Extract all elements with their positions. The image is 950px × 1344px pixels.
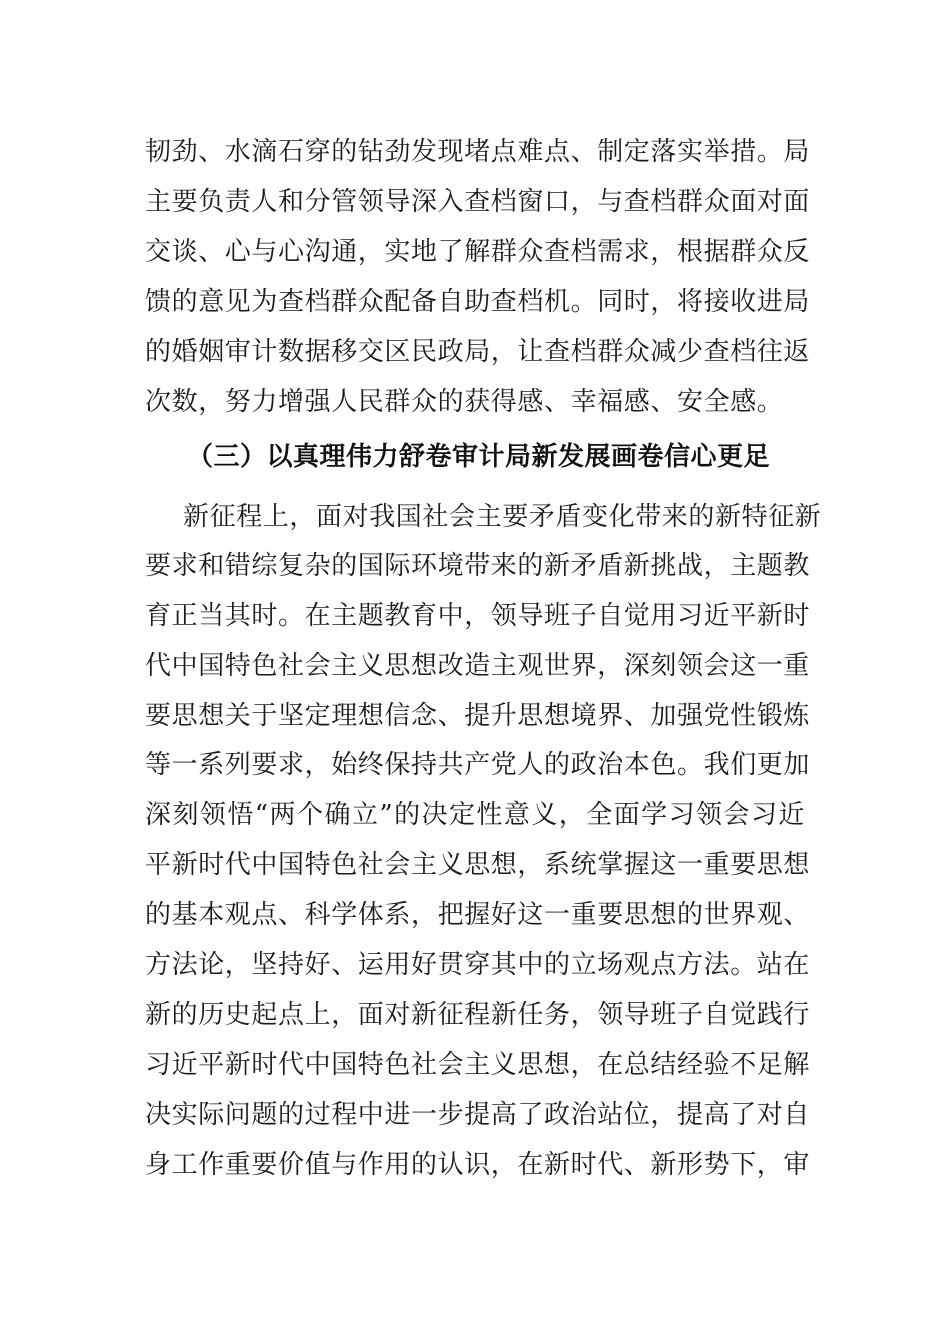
paragraph-2-line-13: 决实际问题的过程中进一步提高了政治站位，提高了对自 (145, 1100, 811, 1130)
paragraph-1-line-1: 韧劲、水滴石穿的钻劲发现堵点难点、制定落实举措。局 (145, 137, 811, 167)
paragraph-1-line-4: 馈的意见为查档群众配备自助查档机。同时，将接收进局 (145, 287, 811, 317)
paragraph-2-line-1: 新征程上，面对我国社会主要矛盾变化带来的新特征新 (183, 502, 822, 532)
paragraph-2-line-2: 要求和错综复杂的国际环境带来的新矛盾新挑战，主题教 (145, 551, 811, 581)
paragraph-2-line-5: 要思想关于坚定理想信念、提升思想境界、加强党性锻炼 (145, 701, 811, 731)
paragraph-1-line-5: 的婚姻审计数据移交区民政局，让查档群众减少查档往返 (145, 337, 811, 367)
section-heading: （三）以真理伟力舒卷审计局新发展画卷信心更足 (187, 442, 771, 472)
paragraph-2-line-7: 深刻领悟“两个确立”的决定性意义，全面学习领会习近 (145, 800, 805, 830)
paragraph-2-line-10: 方法论，坚持好、运用好贯穿其中的立场观点方法。站在 (145, 950, 811, 980)
paragraph-2-line-8: 平新时代中国特色社会主义思想，系统掌握这一重要思想 (145, 850, 811, 880)
paragraph-2-line-4: 代中国特色社会主义思想改造主观世界，深刻领会这一重 (145, 651, 811, 681)
paragraph-1-line-2: 主要负责人和分管领导深入查档窗口，与查档群众面对面 (145, 187, 811, 217)
paragraph-2-line-9: 的基本观点、科学体系，把握好这一重要思想的世界观、 (145, 900, 811, 930)
paragraph-2-line-12: 习近平新时代中国特色社会主义思想，在总结经验不足解 (145, 1050, 811, 1080)
paragraph-2-line-14: 身工作重要价值与作用的认识，在新时代、新形势下，审 (145, 1150, 811, 1180)
paragraph-1-line-6: 次数，努力增强人民群众的获得感、幸福感、安全感。 (145, 387, 784, 417)
paragraph-2-line-3: 育正当其时。在主题教育中，领导班子自觉用习近平新时 (145, 601, 811, 631)
paragraph-1-line-3: 交谈、心与心沟通，实地了解群众查档需求，根据群众反 (145, 237, 811, 267)
paragraph-2-line-6: 等一系列要求，始终保持共产党人的政治本色。我们更加 (145, 750, 811, 780)
paragraph-2-line-11: 新的历史起点上，面对新征程新任务，领导班子自觉践行 (145, 1000, 811, 1030)
